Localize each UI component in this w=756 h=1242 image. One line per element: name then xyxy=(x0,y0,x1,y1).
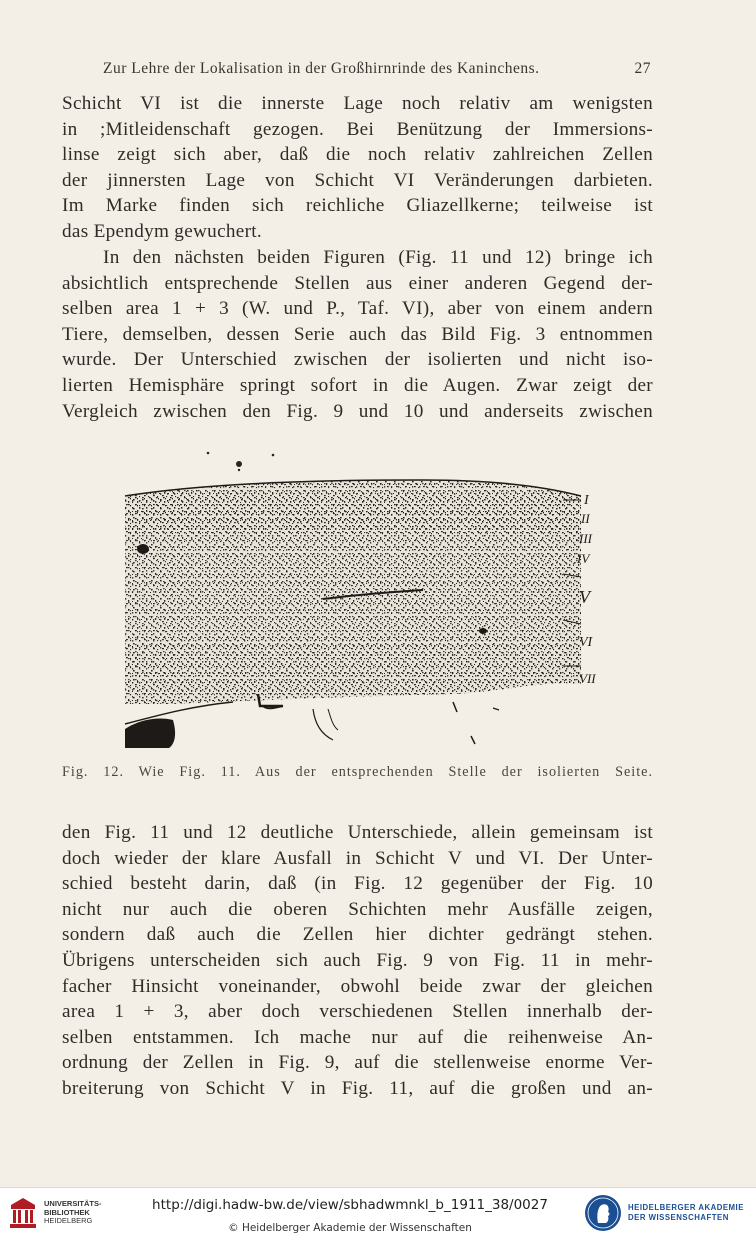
paragraph-1 xyxy=(62,91,653,245)
text-line: facher Hinsicht voneinander, obwohl beide zwar der gleichen xyxy=(62,975,653,997)
figure-caption: Fig. 12. Wie Fig. 11. Aus der entsprechenden Stelle der isolierten Seite. xyxy=(62,764,653,780)
text-line: selben entstammen. Ich mache nur auf die reihenweise An- xyxy=(62,1026,653,1048)
running-head-title: Zur Lehre der Lokalisation in der Großhirnrinde des Kaninchens. xyxy=(103,60,540,77)
viewer-footer xyxy=(0,1187,756,1242)
speck-mark xyxy=(207,452,210,455)
text-line: nicht nur auch die oberen Schichten mehr Ausfälle zeigen, xyxy=(62,898,653,920)
text-line: In den nächsten beiden Figuren (Fig. 11 und 12) bringe ich xyxy=(103,247,653,268)
text-line: das Ependym gewuchert. xyxy=(62,220,263,242)
fiber-line xyxy=(493,708,499,710)
speck-mark xyxy=(238,469,240,471)
academy-name-line: DER WISSENSCHAFTEN xyxy=(628,1213,729,1222)
running-head xyxy=(103,60,651,82)
layer-label: VII xyxy=(579,671,596,686)
cortex-micrograph xyxy=(123,444,610,756)
tissue-blob xyxy=(125,718,175,748)
layer-label: IV xyxy=(577,551,590,566)
text-line: Schicht VI ist die innerste Lage noch relativ am wenigsten xyxy=(62,93,653,114)
text-line: Vergleich zwischen den Fig. 9 und 10 und anderseits zwischen xyxy=(62,400,653,422)
text-line: der jinnersten Lage von Schicht VI Veränderungen darbieten. xyxy=(62,169,653,191)
text-line: sondern daß auch die Zellen hier dichter gedrängt stehen. xyxy=(62,924,653,946)
paragraph-3 xyxy=(62,820,653,1102)
fiber-line xyxy=(453,702,457,712)
layer-label: I xyxy=(584,493,589,508)
figure-12-cortex-section xyxy=(123,444,610,756)
text-line: doch wieder der klare Ausfall in Schicht V und VI. Der Unter- xyxy=(62,847,653,869)
permalink-url[interactable]: http://digi.hadw-bw.de/view/sbhadwmnkl_b_1911_38/0027 xyxy=(152,1197,548,1213)
text-line: in ;Mitleidenschaft gezogen. Bei Benützung der Immersions- xyxy=(62,118,653,140)
layer-label: III xyxy=(579,531,592,546)
text-line: wurde. Der Unterschied zwischen der isolierten und nicht iso- xyxy=(62,349,653,371)
text-line: ordnung der Zellen in Fig. 9, auf die stellenweise enorme Ver- xyxy=(62,1052,653,1074)
text-line: schied besteht darin, daß (in Fig. 12 gegenüber der Fig. 10 xyxy=(62,873,653,895)
library-name-line: UNIVERSITÄTS- xyxy=(44,1199,102,1208)
academy-name-line: HEIDELBERGER AKADEMIE xyxy=(628,1203,744,1212)
academy-seal-icon[interactable] xyxy=(584,1194,622,1232)
text-line: absichtlich entsprechende Stellen aus einer anderen Gegend der- xyxy=(62,272,653,294)
layer-label: II xyxy=(581,511,590,526)
fiber-line xyxy=(125,702,233,724)
library-name-line: BIBLIOTHEK xyxy=(44,1207,90,1217)
fiber-line xyxy=(471,736,475,744)
text-line: breiterung von Schicht V in Fig. 11, auf die großen und an- xyxy=(62,1077,653,1099)
layer-label: VI xyxy=(579,635,593,650)
speck-mark xyxy=(236,461,242,467)
text-line: Im Marke finden sich reichliche Gliazellkerne; teilweise ist xyxy=(62,195,653,217)
text-line: Übrigens unterscheiden sich auch Fig. 9 von Fig. 11 in mehr- xyxy=(62,949,653,971)
university-library-logo-icon[interactable] xyxy=(8,1196,38,1230)
text-line: selben area 1 + 3 (W. und P., Taf. VI), aber von einem andern xyxy=(62,298,653,320)
speck-mark xyxy=(272,454,275,457)
text-line: lierten Hemisphäre springt sofort in die Augen. Zwar zeigt der xyxy=(62,374,653,396)
fiber-line xyxy=(313,709,333,740)
text-line: den Fig. 11 und 12 deutliche Unterschiede, allein gemeinsam ist xyxy=(62,822,653,843)
library-name-line: HEIDELBERG xyxy=(44,1216,93,1225)
text-line: linse zeigt sich aber, daß die noch relativ zahlreichen Zellen xyxy=(62,144,653,166)
stippled-cortex xyxy=(123,474,583,704)
copyright-notice: © Heidelberger Akademie der Wissenschaften xyxy=(228,1222,472,1234)
text-line: area 1 + 3, aber doch verschiedenen Stellen innerhalb der- xyxy=(62,1001,653,1023)
page-number: 27 xyxy=(634,60,651,77)
university-library-name[interactable] xyxy=(44,1200,102,1226)
text-line: Tiere, demselben, dessen Serie auch das Bild Fig. 3 entnommen xyxy=(62,323,653,345)
fiber-line xyxy=(328,709,338,730)
academy-name[interactable] xyxy=(628,1203,744,1223)
paragraph-2 xyxy=(62,245,653,424)
layer-label: V xyxy=(579,587,590,607)
